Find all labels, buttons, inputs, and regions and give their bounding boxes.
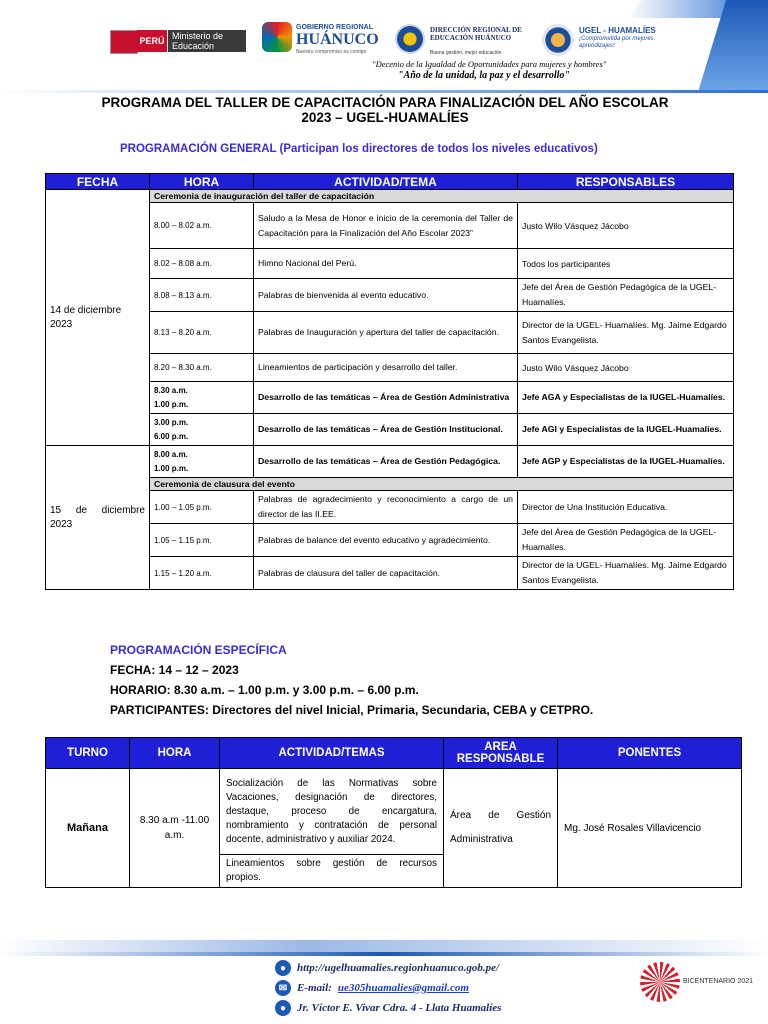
table-row	[46, 491, 734, 524]
ceremony-close-row: Ceremonia de clausura del evento	[150, 478, 734, 491]
footer-decoration	[0, 952, 768, 956]
peru-shield-icon	[110, 30, 138, 54]
time-end: 1.00 p.m.	[154, 463, 189, 473]
turno-cell: Mañana	[46, 769, 130, 888]
area-cell: Área de Gestión Administrativa	[444, 769, 558, 888]
gore-name: HUÁNUCO	[296, 31, 379, 48]
gore-slogan: Nuestro compromiso es contigo	[296, 49, 367, 55]
header-divider	[0, 90, 768, 93]
responsible-cell: Justo Wilo Vásquez Jácobo	[518, 203, 734, 249]
responsible-cell: Justo Wilo Vásquez Jácobo	[518, 354, 734, 382]
date-cell-1: 14 de diciembre 2023	[46, 190, 150, 446]
footer-email-row	[275, 980, 469, 996]
website-link[interactable]: http://ugelhuamalies.regionhuanuco.gob.pe/	[297, 962, 500, 974]
peru-label: PERÚ	[137, 30, 167, 52]
mail-icon: ✉	[275, 980, 291, 996]
ceremony-open-row: Ceremonia de inauguración del taller de capacitación	[150, 190, 734, 203]
table-row	[46, 382, 734, 414]
letterhead	[0, 0, 768, 92]
time-cell: 8.08 – 8.13 a.m.	[150, 279, 254, 312]
footer	[0, 940, 768, 1024]
dre-logo-icon	[395, 24, 425, 54]
responsible-cell: Director de la UGEL- Huamalíes. Mg. Jaime Edgardo Santos Evangelista.	[518, 312, 734, 354]
time-cell: 1.15 – 1.20 a.m.	[150, 557, 254, 590]
responsible-cell: Jefe AGP y Especialistas de la IUGEL-Huamalíes.	[518, 446, 734, 478]
responsible-cell: Todos los participantes	[518, 249, 734, 279]
activity-cell: Desarrollo de las temáticas – Área de Gestión Administrativa	[254, 382, 518, 414]
time-end: 1.00 p.m.	[154, 399, 189, 409]
speaker-cell: Mg. José Rosales Villavicencio	[558, 769, 742, 888]
table-row	[46, 312, 734, 354]
table-row	[46, 414, 734, 446]
column-header: PONENTES	[558, 738, 742, 769]
dre-slogan: Buena gestión, mejor educación	[430, 50, 502, 56]
decenio-text: "Decenio de la Igualdad de Oportunidades para mujeres y hombres"	[372, 59, 607, 69]
activity-cell: Desarrollo de las temáticas – Área de Gestión Institucional.	[254, 414, 518, 446]
table-header-row	[46, 174, 734, 190]
specific-program-table	[45, 737, 742, 888]
time-start: 8.00 a.m.	[154, 449, 188, 459]
specific-program-heading: PROGRAMACIÓN ESPECÍFICA	[110, 643, 287, 657]
time-cell: 8.13 – 8.20 a.m.	[150, 312, 254, 354]
table-row	[46, 190, 734, 203]
specific-schedule: HORARIO: 8.30 a.m. – 1.00 p.m. y 3.00 p.m. – 6.00 p.m.	[110, 683, 419, 697]
time-cell: 1.05 – 1.15 p.m.	[150, 524, 254, 557]
activity-cell: Lineamientos de participación y desarrollo del taller.	[254, 354, 518, 382]
activity-cell: Palabras de clausura del taller de capacitación.	[254, 557, 518, 590]
gore-huanuco-logo-icon	[262, 22, 292, 52]
table-row	[46, 446, 734, 478]
gore-top-text: GOBIERNO REGIONAL	[296, 24, 374, 31]
specific-program-block	[110, 640, 593, 720]
general-program-table	[45, 173, 734, 590]
column-header: ACTIVIDAD/TEMAS	[220, 738, 444, 769]
column-header: HORA	[150, 174, 254, 190]
table-row	[46, 557, 734, 590]
responsible-cell: Director de Una Institución Educativa.	[518, 491, 734, 524]
table-header-row	[46, 738, 742, 769]
column-header: AREA RESPONSABLE	[444, 738, 558, 769]
time-end: 6.00 p.m.	[154, 431, 189, 441]
table-row	[46, 524, 734, 557]
time-start: 8.30 a.m.	[154, 385, 188, 395]
email-link[interactable]: ue305huamalies@gmail.com	[337, 982, 469, 994]
table-row	[46, 279, 734, 312]
activity-cell: Desarrollo de las temáticas – Área de Gestión Pedagógica.	[254, 446, 518, 478]
footer-web-row	[275, 960, 499, 976]
bicentenario-text: BICENTENARIO 2021	[683, 978, 754, 985]
responsible-cell: Jefe AGI y Especialistas de la IUGEL-Huamalíes.	[518, 414, 734, 446]
column-header: HORA	[130, 738, 220, 769]
hora-cell: 8.30 a.m -11.00 a.m.	[130, 769, 220, 888]
dre-name: DIRECCIÓN REGIONAL DE EDUCACIÓN HUÁNUCO	[430, 26, 522, 42]
table-row	[46, 769, 742, 855]
column-header: RESPONSABLES	[518, 174, 734, 190]
ugel-name: UGEL - HUAMALÍES	[579, 26, 656, 35]
activity-cell: Palabras de agradecimiento y reconocimiento a cargo de un director de las II.EE.	[254, 491, 518, 524]
address-text: Jr. Víctor E. Vivar Cdra. 4 - Llata Huamalíes	[297, 1002, 502, 1014]
specific-date: FECHA: 14 – 12 – 2023	[110, 663, 239, 677]
time-cell: 8.02 – 8.08 a.m.	[150, 249, 254, 279]
location-pin-icon: ●	[275, 1000, 291, 1016]
date-cell-2: 15 de diciembre 2023	[46, 446, 150, 590]
activity-cell: Socialización de las Normativas sobre Vacaciones, designación de directores, destaque, proceso de encargatura, nombramiento y contratación de personal docente, administrativo y auxiliar 2024.	[220, 769, 444, 855]
bicentenario-logo-icon	[640, 962, 680, 1002]
responsible-cell: Jefe AGA y Especialistas de la IUGEL-Huamalíes.	[518, 382, 734, 414]
activity-cell: Palabras de balance del evento educativo y agradecimiento.	[254, 524, 518, 557]
column-header: FECHA	[46, 174, 150, 190]
time-cell	[150, 414, 254, 446]
time-cell: 8.20 – 8.30 a.m.	[150, 354, 254, 382]
time-cell	[150, 382, 254, 414]
table-row	[46, 354, 734, 382]
time-cell: 1.00 – 1.05 p.m.	[150, 491, 254, 524]
general-program-heading: PROGRAMACIÓN GENERAL (Participan los directores de todos los niveles educativos)	[120, 143, 598, 155]
activity-cell: Himno Nacional del Perú.	[254, 249, 518, 279]
email-label: E-mail:	[297, 982, 332, 994]
activity-cell: Palabras de Inauguración y apertura del taller de capacitación.	[254, 312, 518, 354]
activity-cell: Lineamientos sobre gestión de recursos propios.	[220, 855, 444, 888]
table-row	[46, 249, 734, 279]
responsible-cell: Jefe del Área de Gestión Pedagógica de la UGEL-Huamalíes.	[518, 524, 734, 557]
activity-cell: Palabras de bienvenida al evento educativo.	[254, 279, 518, 312]
document-title: PROGRAMA DEL TALLER DE CAPACITACIÓN PARA FINALIZACIÓN DEL AÑO ESCOLAR 2023 – UGEL-HUAMALÍES	[101, 95, 669, 125]
responsible-cell: Jefe del Área de Gestión Pedagógica de la UGEL-Huamalíes.	[518, 279, 734, 312]
time-start: 3.00 p.m.	[154, 417, 189, 427]
time-cell: 8.00 – 8.02 a.m.	[150, 203, 254, 249]
minedu-logo-text: Ministerio de Educación	[168, 30, 246, 52]
ugel-slogan: ¡Comprometida por mejores aprendizajes!	[579, 36, 654, 49]
anio-text: "Año de la unidad, la paz y el desarrollo"	[398, 70, 570, 81]
column-header: ACTIVIDAD/TEMA	[254, 174, 518, 190]
specific-participants: PARTICIPANTES: Directores del nivel Inicial, Primaria, Secundaria, CEBA y CETPRO.	[110, 703, 594, 717]
responsible-cell: Director de la UGEL- Huamalíes. Mg. Jaime Edgardo Santos Evangelista.	[518, 557, 734, 590]
globe-icon: ●	[275, 960, 291, 976]
column-header: TURNO	[46, 738, 130, 769]
time-cell	[150, 446, 254, 478]
table-row	[46, 203, 734, 249]
table-row	[46, 478, 734, 491]
ugel-logo-icon	[542, 24, 574, 56]
activity-cell: Saludo a la Mesa de Honor e inicio de la ceremonia del Taller de Capacitación para la Finalización del Año Escolar 2023”	[254, 203, 518, 249]
footer-address-row	[275, 1000, 501, 1016]
